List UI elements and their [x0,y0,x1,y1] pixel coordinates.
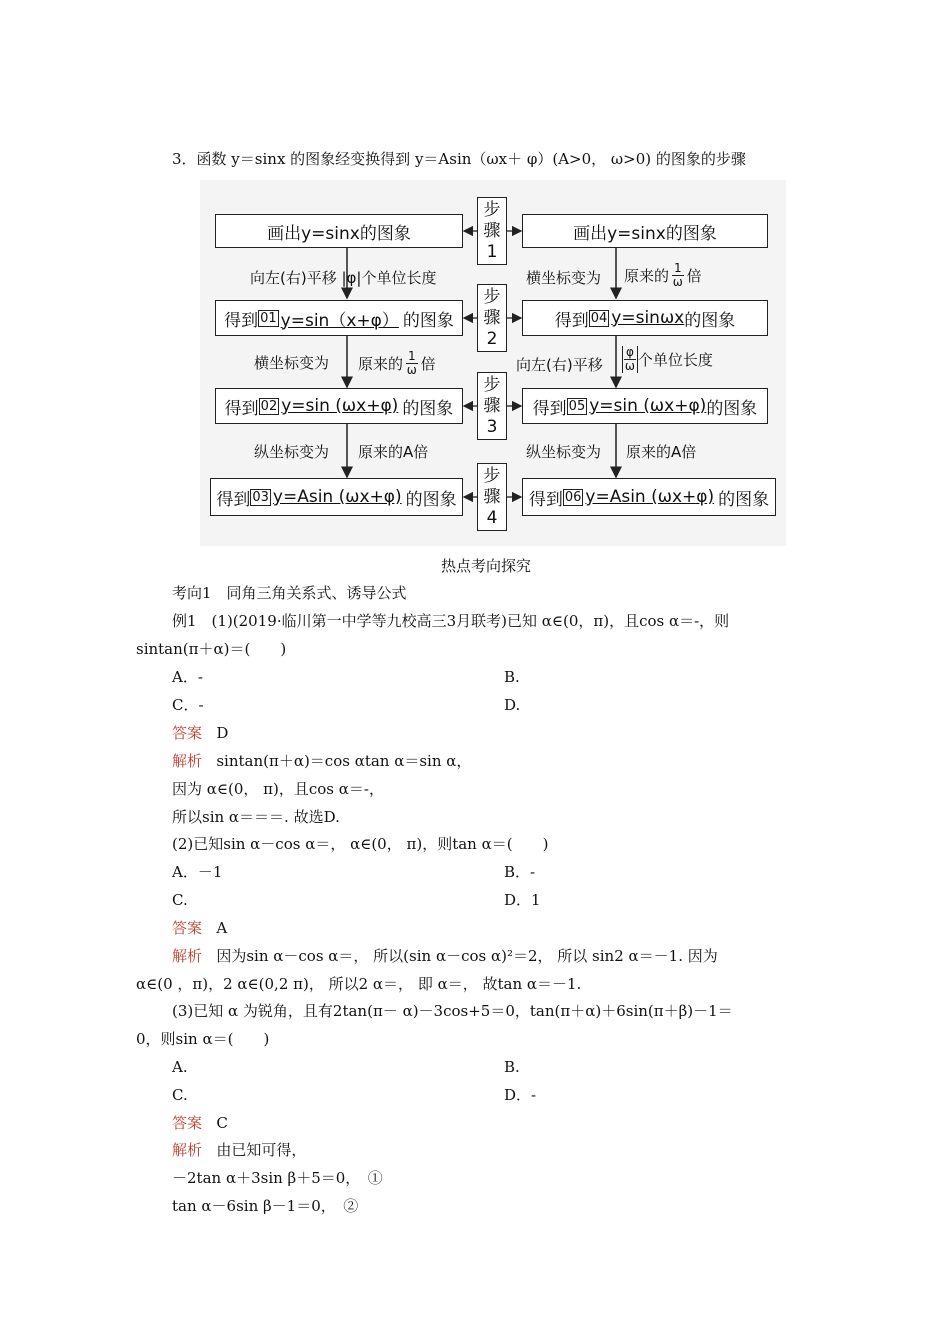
left-label-1: 向左(右)平移 |φ|个单位长度 [250,269,437,287]
solution-1-line-2: 因为 α∈(0， π)，且cos α＝-， [172,780,384,798]
step-1-char-1: 步 [483,199,501,220]
topic-1-heading: 考向1 同角三角关系式、诱导公式 [172,584,407,602]
left-box-2-formula: y=sin（x+φ） [280,310,399,331]
step-2-char-2: 骤 [483,307,501,328]
right-label-1a: 横坐标变为 [526,269,602,287]
step-3-char-2: 骤 [483,395,501,416]
answer-3 [172,1113,228,1133]
analysis-2 [172,946,718,966]
left-label-2a: 横坐标变为 [254,354,330,372]
right-box-2-suffix: 的图象 [684,310,736,331]
step-3-char-1: 步 [483,374,501,395]
left-label-2b-text: 原来的 [358,355,404,373]
solution-1-line-3: 所以sin α＝＝＝. 故选D. [172,808,340,826]
example-2-line-1: (2)已知sin α－cos α＝， α∈(0， π)，则tan α＝( ) [172,835,549,853]
right-label-2b-text: 个单位长度 [637,351,713,369]
option-b-1: B. [504,668,520,686]
left-box-4-suffix: 的图象 [405,489,457,510]
option-a-1: A．- [172,668,203,686]
right-box-4-prefix: 得到 [528,489,563,510]
abs-fraction-den: ω [624,359,635,373]
left-box-1 [215,214,463,248]
answer-label-1: 答案 [172,724,203,742]
right-fraction [672,262,684,289]
right-box-1-text: 画出y=sinx的图象 [573,223,717,244]
left-box-2-suffix: 的图象 [402,310,454,331]
left-box-3 [215,388,463,424]
option-d-2: D．1 [504,891,541,909]
step-box-2 [477,284,507,352]
right-label-1b [624,262,702,289]
right-box-2-formula: y=sinωx [611,308,685,328]
example-3-line-2: 0，则sin α＝( ) [136,1030,270,1048]
left-box-2 [215,300,463,336]
left-label-3a: 纵坐标变为 [254,443,330,461]
right-fraction-den: ω [672,275,683,289]
section-title: 热点考向探究 [441,557,532,575]
blank-01: 01 [260,310,277,326]
example-1-line-2: sintan(π＋α)＝( ) [136,640,287,658]
blank-05: 05 [568,398,586,414]
left-box-3-prefix: 得到 [224,398,259,419]
right-label-3a: 纵坐标变为 [526,443,602,461]
analysis-label-3: 解析 [172,1141,203,1159]
solution-2-line-2: α∈(0 ，π)，2 α∈(0,2 π)， 所以2 α＝， 即 α＝， 故tan α＝－1. [136,975,582,993]
answer-2 [172,918,227,938]
right-box-3 [522,388,768,424]
solution-1-line-1: sintan(π＋α)＝cos αtan α＝sin α， [216,752,472,770]
right-box-3-prefix: 得到 [532,398,567,419]
abs-fraction [622,346,638,373]
option-a-2: A．－1 [172,863,223,881]
right-box-4-formula: y=Asin (ωx+φ) [585,487,715,507]
right-label-2b [622,346,713,373]
left-box-4-formula: y=Asin (ωx+φ) [272,487,402,507]
left-box-4 [210,478,463,516]
right-label-1c-text: 倍 [686,267,702,285]
left-label-2c-text: 倍 [420,355,436,373]
answer-value-1: D [216,724,229,742]
answer-label-2: 答案 [172,919,203,937]
left-box-3-suffix: 的图象 [402,398,454,419]
step-3-number: 3 [486,416,498,437]
solution-3-line-2: －2tan α＋3sin β＋5＝0， ① [172,1169,383,1187]
right-fraction-num: 1 [674,261,682,275]
analysis-label-1: 解析 [172,752,203,770]
analysis-3 [172,1140,306,1160]
answer-1 [172,723,228,743]
answer-label-3: 答案 [172,1114,203,1132]
example-1-line-1: 例1 (1)(2019·临川第一中学等九校高三3月联考)已知 α∈(0，π)，且cos α＝-，则 [172,612,730,630]
right-box-2 [522,300,768,336]
analysis-1 [172,751,471,771]
right-box-3-suffix: 的图象 [706,398,758,419]
right-label-1b-text: 原来的 [624,267,670,285]
left-label-2b [358,350,436,377]
step-4-char-1: 步 [483,465,501,486]
left-box-4-prefix: 得到 [216,489,251,510]
left-fraction-den: ω [406,363,417,377]
step-2-char-1: 步 [483,286,501,307]
step-box-3 [477,372,507,440]
answer-value-2: A [216,919,228,937]
option-b-2: B．- [504,863,536,881]
analysis-label-2: 解析 [172,947,203,965]
right-box-4 [522,478,776,516]
step-2-number: 2 [486,328,498,349]
left-label-3b: 原来的A倍 [358,443,429,461]
option-d-1: D. [504,696,521,714]
blank-03: 03 [252,489,269,505]
option-c-1: C．- [172,696,204,714]
solution-3-line-1: 由已知可得， [216,1141,307,1159]
step-4-char-2: 骤 [483,486,501,507]
solution-2-line-1: 因为sin α－cos α＝， 所以(sin α－cos α)²＝2， 所以 sin2 α＝－1. 因为 [216,947,718,965]
step-box-1 [477,197,507,265]
option-c-2: C. [172,891,188,909]
abs-fraction-num: φ [626,345,634,359]
step-box-4 [477,463,507,531]
right-box-2-prefix: 得到 [554,310,589,331]
step-4-number: 4 [486,507,498,528]
left-box-3-formula: y=sin (ωx+φ) [281,396,399,416]
blank-02: 02 [260,398,278,414]
left-fraction-num: 1 [408,349,416,363]
option-b-3: B. [504,1058,520,1076]
right-label-3b: 原来的A倍 [626,443,697,461]
solution-3-line-3: tan α－6sin β－1＝0， ② [172,1197,359,1215]
left-fraction [406,350,418,377]
option-d-3: D．- [504,1086,537,1104]
example-3-line-1: (3)已知 α 为锐角，且有2tan(π－ α)－3cos+5＝0，tan(π＋α)＋6sin(π＋β)－1＝ [172,1002,733,1020]
right-label-2a: 向左(右)平移 [516,356,603,374]
right-box-1 [522,214,768,248]
section-3-heading: 3．函数 y＝sinx 的图象经变换得到 y＝Asin（ωx＋ φ）(A>0， ω>0) 的图象的步骤 [172,150,746,168]
option-a-3: A. [172,1058,188,1076]
left-box-2-prefix: 得到 [224,310,259,331]
blank-06: 06 [564,489,582,505]
step-1-char-2: 骤 [483,220,501,241]
answer-value-3: C [216,1114,228,1132]
right-box-3-formula: y=sin (ωx+φ) [589,396,707,416]
option-c-3: C. [172,1086,188,1104]
transformation-diagram [200,180,786,546]
blank-04: 04 [590,310,608,326]
step-1-number: 1 [486,241,498,262]
right-box-4-suffix: 的图象 [718,489,770,510]
left-box-1-text: 画出y=sinx的图象 [267,223,411,244]
